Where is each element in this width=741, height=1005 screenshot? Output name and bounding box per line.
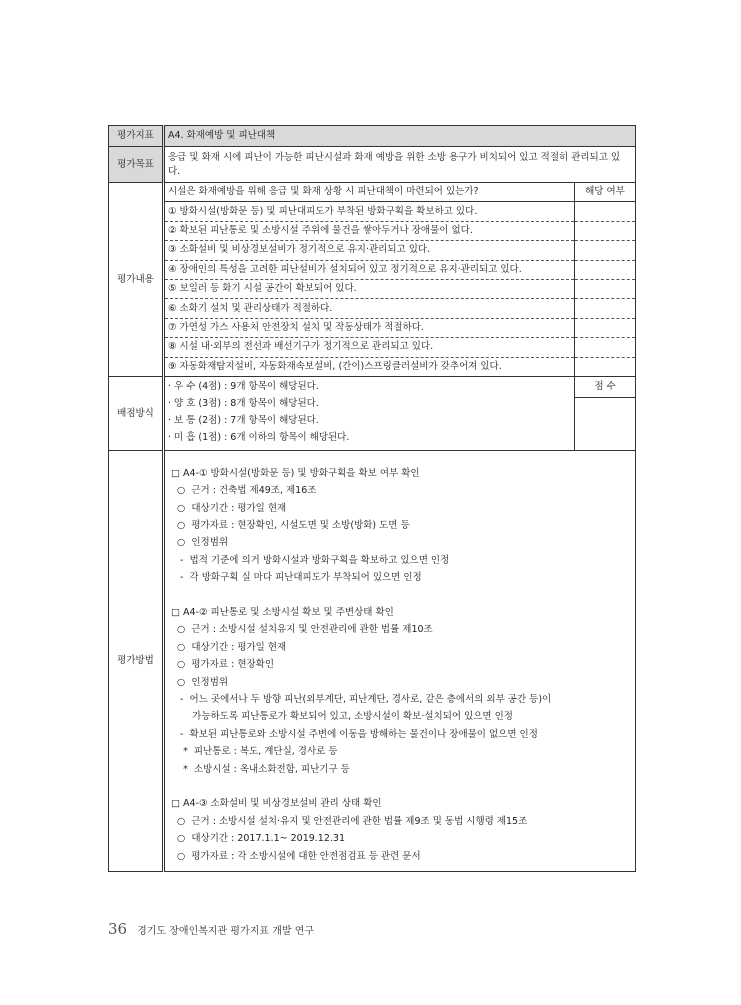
method-line: ○ 근거 : 소방시설 설치·유지 및 안전관리에 관한 법률 제9조 및 동법 시행령 제15조 [171,815,528,827]
applicable-cell [575,202,636,221]
content-item-1: ① 방화시설(방화문 등) 및 피난대피도가 부착된 방화구획을 확보하고 있다. [164,202,575,221]
method-line: □ A4-① 방화시설(방화문 등) 및 방화구획을 확보 여부 확인 [171,467,420,479]
method-line: * 피난통로 : 복도, 계단실, 경사로 등 [171,746,338,758]
method-line: ○ 평가자료 : 현장확인 [171,659,275,671]
indicator-label: 평가지표 [109,126,164,147]
applicable-cell [575,318,636,337]
method-line: 가능하도록 피난통로가 확보되어 있고, 소방시설이 확보·설치되어 있으면 인정 [171,711,513,723]
applicable-cell [575,338,636,357]
applicable-cell [575,279,636,298]
content-label: 평가내용 [109,183,164,377]
applicable-cell [575,241,636,260]
method-line: □ A4-② 피난통로 및 소방시설 확보 및 주변상태 확인 [171,607,394,619]
goal-value: 응급 및 화재 시에 피난이 가능한 피난시설과 화재 예방을 위한 소방 용구가 비치되어 있고 적절히 관리되고 있다. [164,147,636,183]
indicator-value: A4. 화재예방 및 피난대책 [164,126,636,147]
method-line: ○ 근거 : 건축법 제49조, 제16조 [171,485,317,497]
method-line: - 확보된 피난통로와 소방시설 주변에 이동을 방해하는 물건이나 장애물이 없으면 인정 [171,728,538,740]
applicable-cell [575,357,636,376]
footer-title: 경기도 장애인복지관 평가지표 개발 연구 [137,926,315,937]
scoring-item: · 우 수 (4점) : 9개 항목이 해당된다. [168,380,319,392]
method-line: * 소방시설 : 옥내소화전함, 피난기구 등 [171,763,350,775]
method-line: ○ 인정범위 [171,537,229,549]
content-item-2: ② 확보된 피난통로 및 소방시설 주위에 물건을 쌓아두거나 장애물이 없다. [164,221,575,240]
content-item-9: ⑨ 자동화재탐지설비, 자동화재속보설비, (간이)스프링클러설비가 갖추어져 있다. [164,357,575,376]
scoring-item: · 양 호 (3점) : 8개 항목이 해당된다. [168,397,319,409]
scoring-label: 배점방식 [109,376,164,450]
page-footer [108,920,314,938]
method-line: - 어느 곳에서나 두 방향 피난(외부계단, 피난계단, 경사로, 같은 층에서의 외부 공간 등)이 [171,693,552,705]
content-item-5: ⑤ 보일러 등 화기 시설 공간이 확보되어 있다. [164,279,575,298]
applicable-cell [575,299,636,318]
method-line: ○ 평가자료 : 현장확인, 시설도면 및 소방(방화) 도면 등 [171,520,410,532]
applicable-cell [575,260,636,279]
scoring-list [164,376,575,450]
goal-label: 평가목표 [109,147,164,183]
method-line: ○ 평가자료 : 각 소방시설에 대한 안전점검표 등 관련 문서 [171,850,421,862]
method-line: ○ 근거 : 소방시설 설치유지 및 안전관리에 관한 법률 제10조 [171,624,433,636]
scoring-item: · 보 통 (2점) : 7개 항목이 해당된다. [168,414,319,426]
method-line: □ A4-③ 소화설비 및 비상경보설비 관리 상태 확인 [171,798,382,810]
score-cell [575,376,636,450]
method-spacer [171,778,629,795]
score-header: 점 수 [575,377,635,398]
scoring-item: · 미 흡 (1점) : 6개 이하의 항목이 해당된다. [168,431,350,443]
content-question: 시설은 화재예방을 위해 응급 및 화재 상황 시 피난대책이 마련되어 있는가? [164,183,575,202]
content-item-8: ⑧ 시설 내·외부의 전선과 배선기구가 정기적으로 관리되고 있다. [164,338,575,357]
method-line: ○ 인정범위 [171,676,229,688]
content-item-4: ④ 장애인의 특성을 고려한 피난설비가 설치되어 있고 정기적으로 유지·관리되고 있다. [164,260,575,279]
applicable-cell [575,221,636,240]
method-label: 평가방법 [109,450,164,871]
page-number: 36 [108,920,128,938]
method-body [164,450,636,871]
evaluation-table [108,125,636,872]
method-line: ○ 대상기간 : 평가일 현재 [171,641,287,653]
method-line: - 각 방화구획 실 마다 피난대피도가 부착되어 있으면 인정 [171,572,422,584]
content-item-6: ⑥ 소화기 설치 및 관리상태가 적절하다. [164,299,575,318]
content-item-7: ⑦ 가연성 가스 사용처 안전장치 설치 및 작동상태가 적절하다. [164,318,575,337]
method-line: ○ 대상기간 : 2017.1.1~ 2019.12.31 [171,833,345,845]
method-line: ○ 대상기간 : 평가일 현재 [171,502,287,514]
applicable-header: 해당 여부 [575,183,636,202]
content-item-3: ③ 소화설비 및 비상경보설비가 정기적으로 유지·관리되고 있다. [164,241,575,260]
method-line: - 법적 기준에 의거 방화시설과 방화구획을 확보하고 있으면 인정 [171,554,450,566]
method-spacer [171,587,629,604]
